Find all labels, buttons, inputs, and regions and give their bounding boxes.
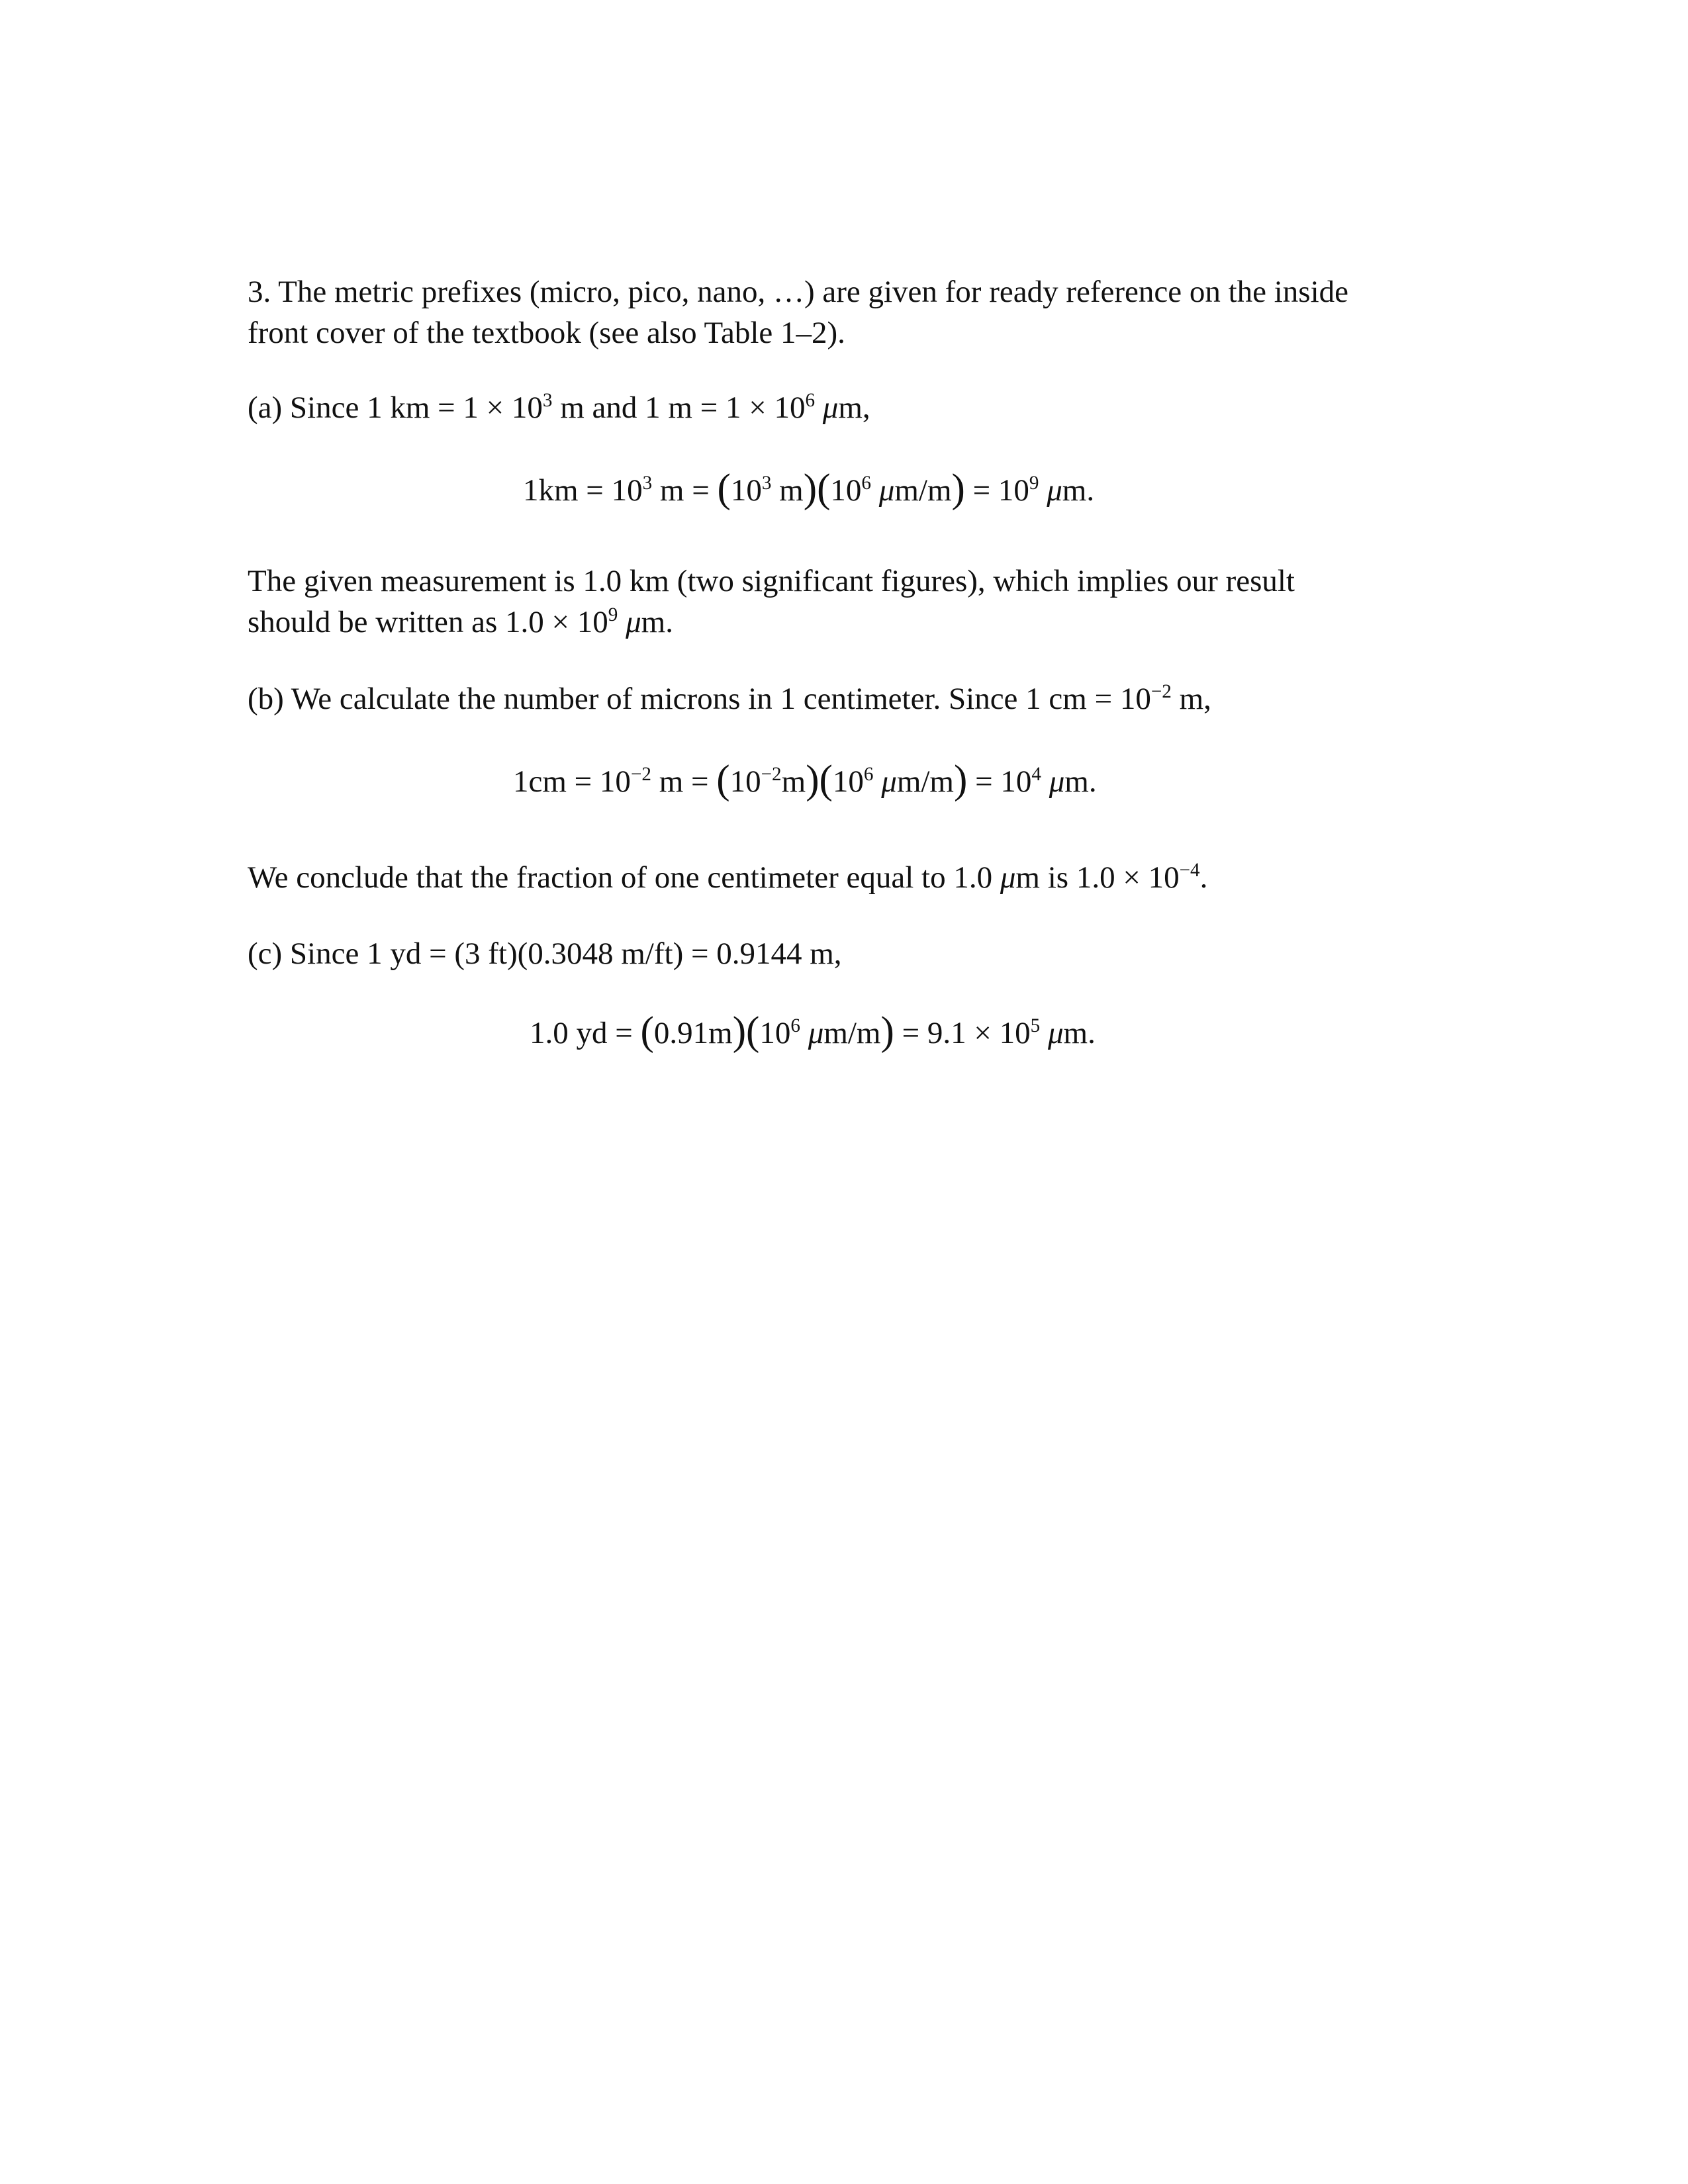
part-a-conclusion-mu: μ — [618, 605, 641, 639]
part-b-lead-exponent: −2 — [1150, 680, 1172, 702]
part-c-equation — [530, 1009, 1096, 1054]
eq-a-rhs: = 10 — [964, 473, 1029, 508]
eq-b-factor-1-base: 10 — [729, 764, 761, 799]
part-a-lead-text-1: (a) Since 1 km = 1 × 10 — [248, 390, 543, 425]
part-b-conclusion-exponent: −4 — [1179, 859, 1200, 881]
part-a-lead — [248, 387, 1446, 428]
eq-b-factor-1-unit: m — [781, 764, 806, 799]
part-a-conclusion-line-1: The given measurement is 1.0 km (two significant figures), which implies our result — [248, 564, 1295, 598]
problem-intro — [248, 271, 1446, 353]
part-b-conclusion-mu: μ — [1000, 860, 1016, 895]
eq-b-paren-close-1: ) — [806, 758, 820, 803]
eq-a-factor-1-unit: m — [771, 473, 804, 508]
eq-b-paren-open-2: ( — [819, 758, 833, 803]
eq-a-mid: m = — [652, 473, 718, 508]
part-b-lead — [248, 678, 1446, 719]
eq-a-rhs-mu: μ — [1039, 473, 1062, 508]
eq-b-mid: m = — [651, 764, 717, 799]
eq-b-rhs-unit: m. — [1064, 764, 1097, 799]
eq-c-paren-close-2: ) — [880, 1009, 894, 1054]
eq-c-factor-2-exponent: 6 — [790, 1015, 800, 1036]
problem-intro-line-1: 3. The metric prefixes (micro, pico, nano, …) are given for ready reference on the inside — [248, 275, 1349, 309]
part-a-equation — [523, 467, 1095, 512]
eq-c-factor-1: 0.91m — [653, 1016, 733, 1050]
part-a-conclusion — [248, 561, 1446, 643]
eq-c-paren-open-1: ( — [640, 1009, 654, 1054]
eq-c-rhs: = 9.1 × 10 — [894, 1016, 1031, 1050]
part-b-conclusion-text: We conclude that the fraction of one centimeter equal to 1.0 — [248, 860, 1000, 895]
part-a-conclusion-end: m. — [641, 605, 673, 639]
part-c-lead-text: (c) Since 1 yd = (3 ft)(0.3048 m/ft) = 0.9144 m, — [248, 936, 842, 971]
eq-a-factor-2-unit: m/m — [894, 473, 952, 508]
eq-b-lhs: 1cm = 10 — [513, 764, 631, 799]
eq-b-paren-close-2: ) — [954, 758, 968, 803]
eq-a-paren-close-2: ) — [951, 467, 965, 512]
eq-a-factor-1-exponent: 3 — [761, 472, 772, 494]
eq-a-lhs: 1km = 10 — [523, 473, 643, 508]
eq-b-lhs-exponent: −2 — [630, 763, 651, 785]
part-a-lead-exponent-2: 6 — [805, 389, 816, 411]
part-a-lead-mu: μ — [822, 390, 839, 425]
part-b-equation — [513, 758, 1097, 803]
part-b-lead-end: m, — [1171, 682, 1211, 716]
part-a-lead-exponent-1: 3 — [542, 389, 553, 411]
eq-b-rhs: = 10 — [967, 764, 1032, 799]
eq-c-rhs-mu: μ — [1040, 1016, 1064, 1050]
eq-a-rhs-exponent: 9 — [1029, 472, 1039, 494]
eq-a-lhs-exponent: 3 — [642, 472, 653, 494]
eq-b-paren-open-1: ( — [716, 758, 730, 803]
eq-a-factor-1-base: 10 — [730, 473, 762, 508]
problem-intro-line-2: front cover of the textbook (see also Table 1–2). — [248, 316, 845, 350]
eq-a-paren-close-1: ) — [803, 467, 818, 512]
eq-c-rhs-exponent: 5 — [1030, 1015, 1041, 1036]
part-a-conclusion-exponent: 9 — [608, 604, 618, 625]
eq-c-factor-2-unit: m/m — [823, 1016, 881, 1050]
part-b-lead-text: (b) We calculate the number of microns in 1 centimeter. Since 1 cm = 10 — [248, 682, 1151, 716]
eq-a-factor-2-base: 10 — [830, 473, 862, 508]
eq-b-factor-2-mu: μ — [873, 764, 897, 799]
eq-a-paren-open-1: ( — [717, 467, 731, 512]
eq-b-factor-2-unit: m/m — [896, 764, 954, 799]
part-b-conclusion-end: . — [1199, 860, 1208, 895]
eq-b-rhs-mu: μ — [1041, 764, 1065, 799]
part-a-conclusion-line-2: should be written as 1.0 × 10 — [248, 605, 608, 639]
eq-a-factor-2-mu: μ — [870, 473, 895, 508]
eq-b-rhs-exponent: 4 — [1031, 763, 1041, 785]
part-b-conclusion — [248, 857, 1446, 898]
eq-b-factor-2-exponent: 6 — [863, 763, 874, 785]
eq-c-factor-2-mu: μ — [800, 1016, 824, 1050]
eq-c-rhs-unit: m. — [1063, 1016, 1096, 1050]
part-a-lead-text-2: m and 1 m = 1 × 10 — [552, 390, 806, 425]
eq-a-rhs-unit: m. — [1062, 473, 1095, 508]
eq-a-paren-open-2: ( — [817, 467, 831, 512]
eq-c-paren-open-2: ( — [746, 1009, 760, 1054]
eq-b-factor-1-exponent: −2 — [761, 763, 782, 785]
part-c-lead — [248, 933, 1446, 974]
part-a-lead-end: m, — [838, 390, 870, 425]
part-b-conclusion-mid: m is 1.0 × 10 — [1015, 860, 1180, 895]
eq-c-lhs: 1.0 yd = — [530, 1016, 641, 1050]
eq-c-paren-close-1: ) — [732, 1009, 747, 1054]
eq-c-factor-2-base: 10 — [759, 1016, 791, 1050]
eq-a-factor-2-exponent: 6 — [861, 472, 871, 494]
eq-b-factor-2-base: 10 — [832, 764, 864, 799]
